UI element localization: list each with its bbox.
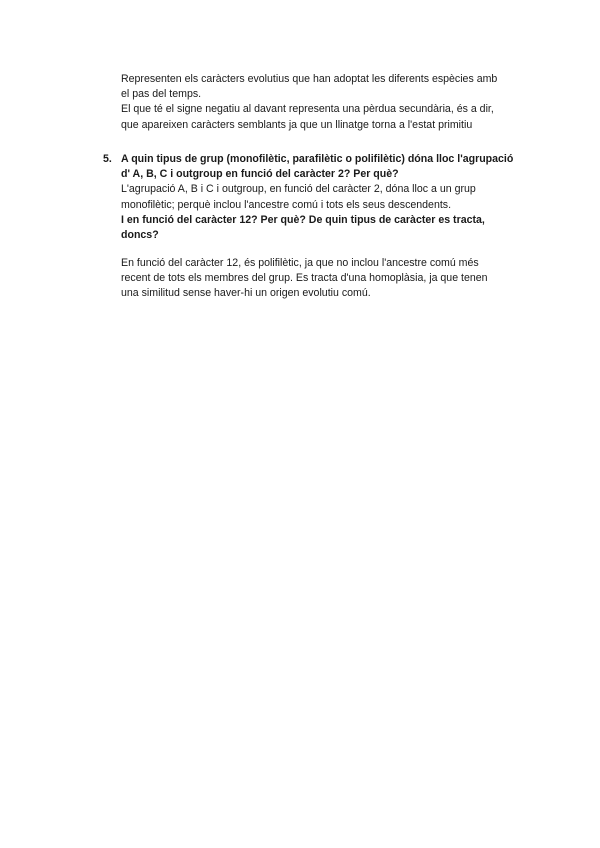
answer-line: monofilètic; perquè inclou l'ancestre comú i tots els seus descendents. <box>121 198 452 211</box>
followup-question-line: I en funció del caràcter 12? Per què? De quin tipus de caràcter es tracta, <box>121 213 485 226</box>
intro-line: Representen els caràcters evolutius que han adoptat les diferents espècies amb <box>121 73 498 85</box>
answer-line: En funció del caràcter 12, és polifilètic, ja que no inclou l'ancestre comú més <box>121 257 479 269</box>
intro-line: que apareixen caràcters semblants ja que un llinatge torna a l'estat primitiu <box>121 118 473 131</box>
answer-line: una similitud sense haver-hi un origen evolutiu comú. <box>121 287 371 300</box>
intro-line: El que té el signe negatiu al davant representa una pèrdua secundària, és a dir, <box>121 103 494 116</box>
followup-question-line: doncs? <box>121 229 159 242</box>
question-line: A quin tipus de grup (monofilètic, parafilètic o polifilètic) dóna lloc l'agrupació <box>121 153 514 165</box>
answer-line: L'agrupació A, B i C i outgroup, en funció del caràcter 2, dóna lloc a un grup <box>121 183 476 196</box>
intro-line: el pas del temps. <box>121 88 202 101</box>
intro-paragraph <box>121 72 531 133</box>
question-number: 5. <box>103 153 112 165</box>
question-line: d' A, B, C i outgroup en funció del caràcter 2? Per què? <box>121 168 399 181</box>
answer-paragraph <box>121 256 531 302</box>
answer-line: recent de tots els membres del grup. Es tracta d'una homoplàsia, ja que tenen <box>121 272 488 285</box>
question-5 <box>121 152 531 243</box>
